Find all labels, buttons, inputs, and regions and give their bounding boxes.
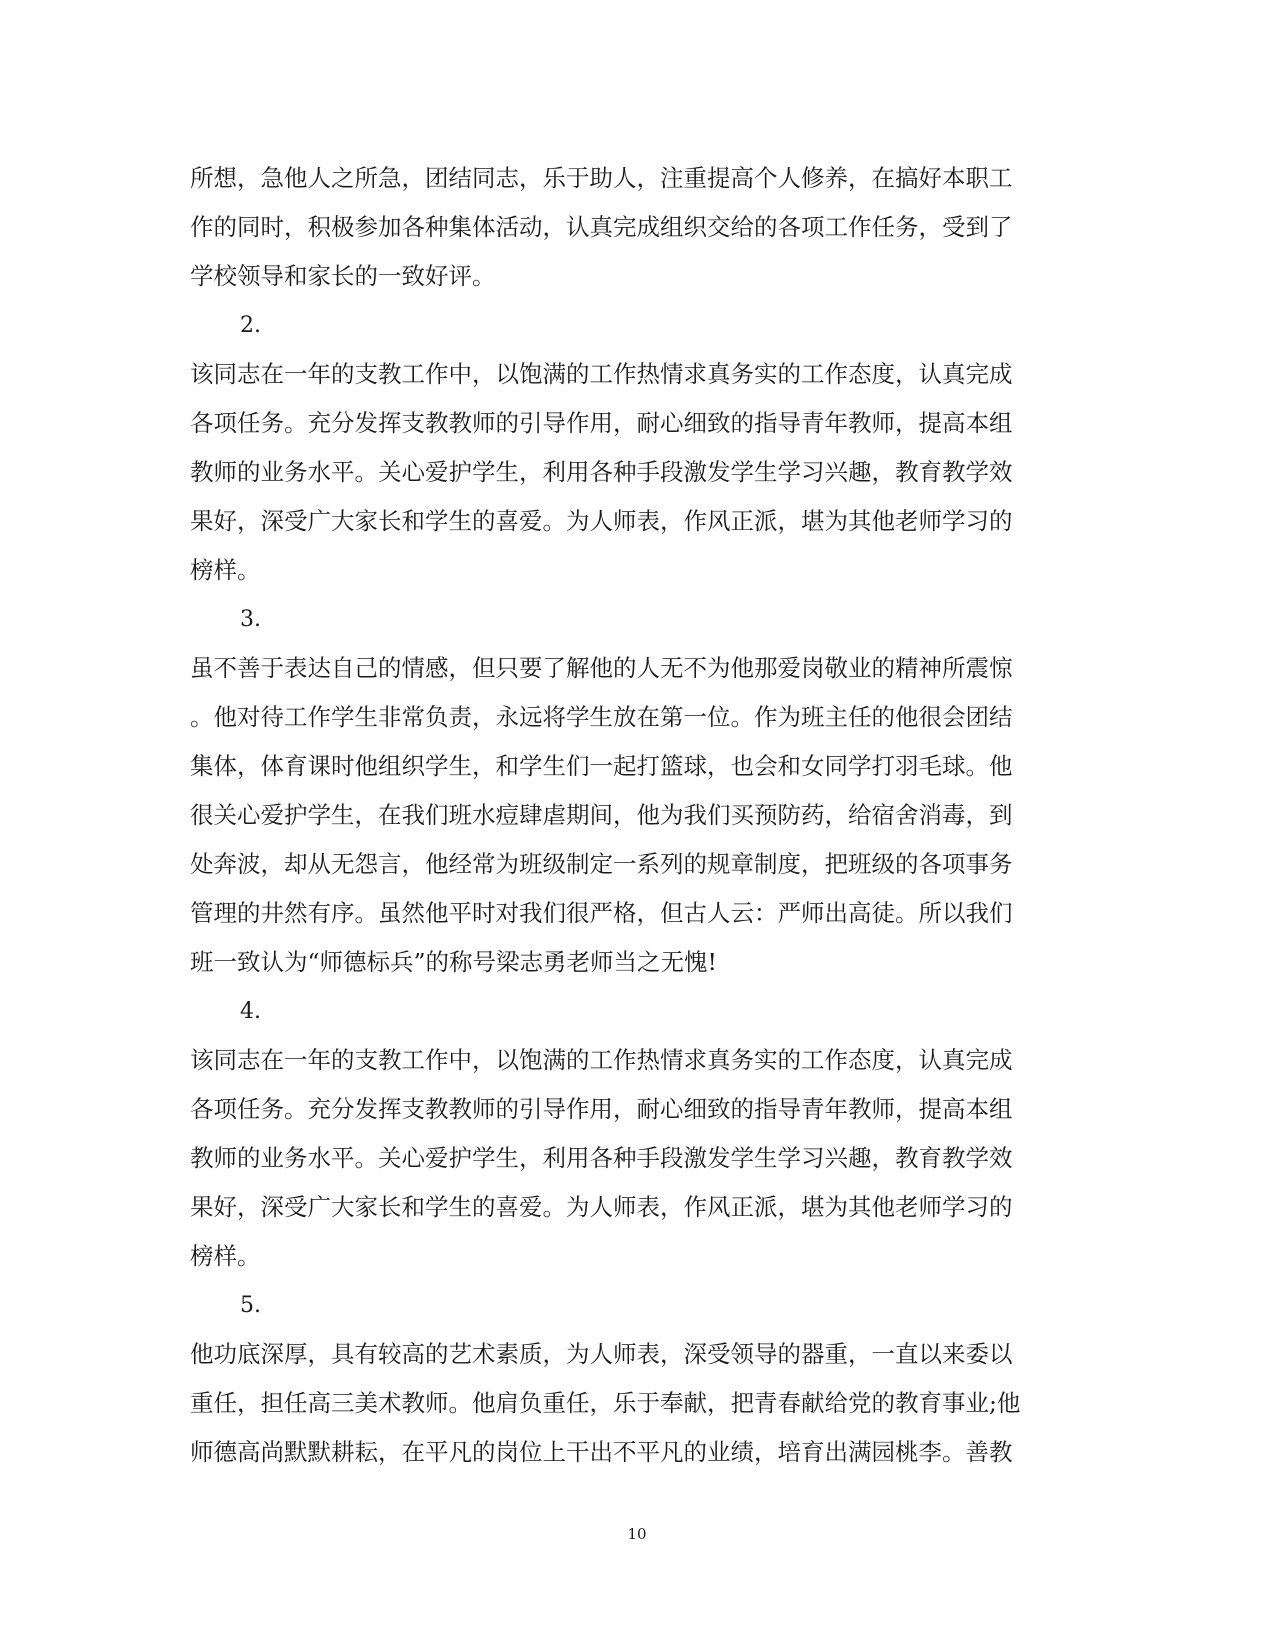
paragraph-line: 该同志在一年的支教工作中，以饱满的工作热情求真务实的工作态度，认真完成 — [190, 1046, 1013, 1074]
item-number: 4. — [240, 999, 261, 1024]
paragraph-line: 各项任务。充分发挥支教教师的引导作用，耐心细致的指导青年教师，提高本组 — [190, 409, 1013, 437]
paragraph-line: 榜样。 — [190, 1242, 261, 1270]
paragraph-line: 学校领导和家长的一致好评。 — [190, 262, 496, 290]
paragraph-line: 虽不善于表达自己的情感，但只要了解他的人无不为他那爱岗敬业的精神所震惊 — [190, 654, 1013, 682]
page-number: 10 — [627, 1525, 647, 1543]
paragraph-line: 果好，深受广大家长和学生的喜爱。为人师表，作风正派，堪为其他老师学习的 — [190, 507, 1013, 535]
paragraph-3 — [190, 595, 1070, 987]
paragraph-1 — [190, 154, 1070, 301]
paragraph-line: 集体，体育课时他组织学生，和学生们一起打篮球，也会和女同学打羽毛球。他 — [190, 752, 1013, 780]
paragraph-line: 作的同时，积极参加各种集体活动，认真完成组织交给的各项工作任务，受到了 — [190, 213, 1013, 241]
item-number: 3. — [240, 607, 261, 632]
paragraph-line: 重任，担任高三美术教师。他肩负重任，乐于奉献，把青春献给党的教育事业;他 — [190, 1389, 1021, 1417]
paragraph-line: 他功底深厚，具有较高的艺术素质，为人师表，深受领导的器重，一直以来委以 — [190, 1340, 1013, 1368]
paragraph-line: 。他对待工作学生非常负责，永远将学生放在第一位。作为班主任的他很会团结 — [190, 703, 1013, 731]
paragraph-line: 教师的业务水平。关心爱护学生，利用各种手段激发学生学习兴趣，教育教学效 — [190, 1144, 1013, 1172]
item-number: 2. — [240, 313, 261, 338]
paragraph-line: 处奔波，却从无怨言，他经常为班级制定一系列的规章制度，把班级的各项事务 — [190, 850, 1013, 878]
paragraph-line: 教师的业务水平。关心爱护学生，利用各种手段激发学生学习兴趣，教育教学效 — [190, 458, 1013, 486]
document-body — [190, 154, 1070, 1477]
paragraph-line: 果好，深受广大家长和学生的喜爱。为人师表，作风正派，堪为其他老师学习的 — [190, 1193, 1013, 1221]
paragraph-line: 榜样。 — [190, 556, 261, 584]
paragraph-4 — [190, 987, 1070, 1281]
paragraph-2 — [190, 301, 1070, 595]
paragraph-line: 师德高尚默默耕耘，在平凡的岗位上干出不平凡的业绩，培育出满园桃李。善教 — [190, 1438, 1013, 1466]
paragraph-line: 管理的井然有序。虽然他平时对我们很严格，但古人云：严师出高徒。所以我们 — [190, 899, 1013, 927]
paragraph-line: 班一致认为“师德标兵”的称号梁志勇老师当之无愧! — [190, 948, 717, 976]
paragraph-line: 很关心爱护学生，在我们班水痘肆虐期间，他为我们买预防药，给宿舍消毒，到 — [190, 801, 1013, 829]
item-number: 5. — [240, 1293, 261, 1318]
paragraph-line: 所想，急他人之所急，团结同志，乐于助人，注重提高个人修养，在搞好本职工 — [190, 164, 1013, 192]
paragraph-5 — [190, 1281, 1070, 1477]
paragraph-line: 该同志在一年的支教工作中，以饱满的工作热情求真务实的工作态度，认真完成 — [190, 360, 1013, 388]
paragraph-line: 各项任务。充分发挥支教教师的引导作用，耐心细致的指导青年教师，提高本组 — [190, 1095, 1013, 1123]
